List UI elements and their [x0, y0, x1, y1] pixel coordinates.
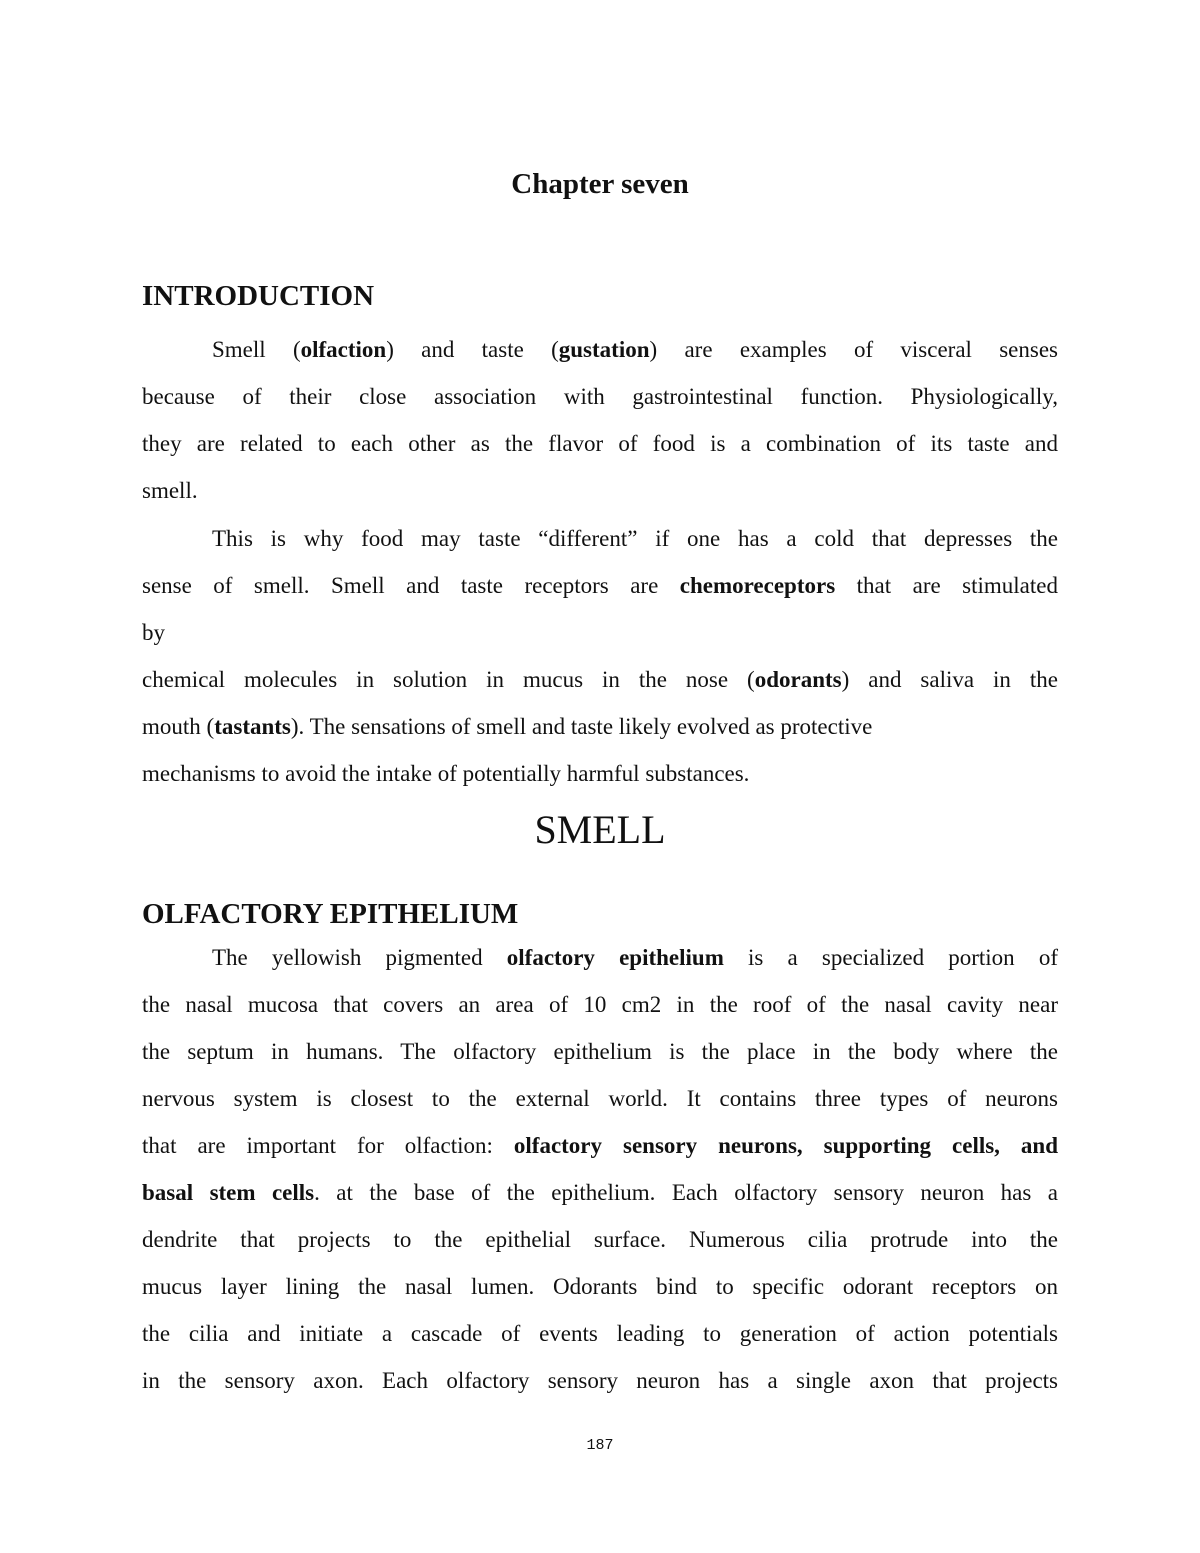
- bold-term: gustation: [558, 337, 650, 362]
- introduction-paragraph-1: [142, 326, 1058, 514]
- text-line: Smell (olfaction) and taste (gustation) are examples of visceral senses: [212, 337, 1058, 362]
- text-line: basal stem cells. at the base of the epithelium. Each olfactory sensory neuron has a: [142, 1180, 1058, 1205]
- bold-term: olfactory epithelium: [506, 945, 724, 970]
- text-line: nervous system is closest to the external world. It contains three types of neurons: [142, 1086, 1058, 1111]
- text-line: chemical molecules in solution in mucus in the nose (odorants) and saliva in the: [142, 667, 1058, 692]
- chapter-title: Chapter seven: [511, 168, 689, 200]
- bold-term: chemoreceptors: [679, 573, 836, 598]
- bold-term: olfactory sensory neurons, supporting cells, and: [513, 1133, 1058, 1158]
- text-line: by: [142, 620, 165, 645]
- text-line: This is why food may taste “different” if one has a cold that depresses the: [212, 526, 1058, 551]
- olfactory-epithelium-heading: OLFACTORY EPITHELIUM: [142, 898, 519, 930]
- introduction-paragraph-2: [142, 515, 1058, 797]
- smell-heading: SMELL: [534, 807, 666, 852]
- text-line: in the sensory axon. Each olfactory sensory neuron has a single axon that projects: [142, 1368, 1058, 1393]
- text-line: dendrite that projects to the epithelial surface. Numerous cilia protrude into the: [142, 1227, 1058, 1252]
- text-line: the nasal mucosa that covers an area of 10 cm2 in the roof of the nasal cavity near: [142, 992, 1058, 1017]
- text-line: because of their close association with gastrointestinal function. Physiologically,: [142, 384, 1058, 409]
- text-line: mucus layer lining the nasal lumen. Odorants bind to specific odorant receptors on: [142, 1274, 1058, 1299]
- bold-term: tastants: [214, 714, 291, 739]
- bold-term: odorants: [754, 667, 842, 692]
- bold-term: basal stem cells: [142, 1180, 315, 1205]
- bold-term: olfaction: [300, 337, 387, 362]
- text-line: they are related to each other as the flavor of food is a combination of its taste and: [142, 431, 1058, 456]
- text-line: smell.: [142, 478, 198, 503]
- text-line: mouth (tastants). The sensations of smell and taste likely evolved as protective: [142, 714, 873, 739]
- introduction-heading: INTRODUCTION: [142, 280, 375, 312]
- text-line: The yellowish pigmented olfactory epithelium is a specialized portion of: [212, 945, 1058, 970]
- page-number: 187: [586, 1437, 614, 1454]
- text-line: sense of smell. Smell and taste receptors are chemoreceptors that are stimulated: [142, 573, 1058, 598]
- olfactory-paragraph: [142, 934, 1058, 1404]
- text-line: the septum in humans. The olfactory epithelium is the place in the body where the: [142, 1039, 1058, 1064]
- text-line: mechanisms to avoid the intake of potentially harmful substances.: [142, 761, 750, 786]
- text-line: the cilia and initiate a cascade of events leading to generation of action potentials: [142, 1321, 1058, 1346]
- text-line: that are important for olfaction: olfactory sensory neurons, supporting cells, and: [142, 1133, 1058, 1158]
